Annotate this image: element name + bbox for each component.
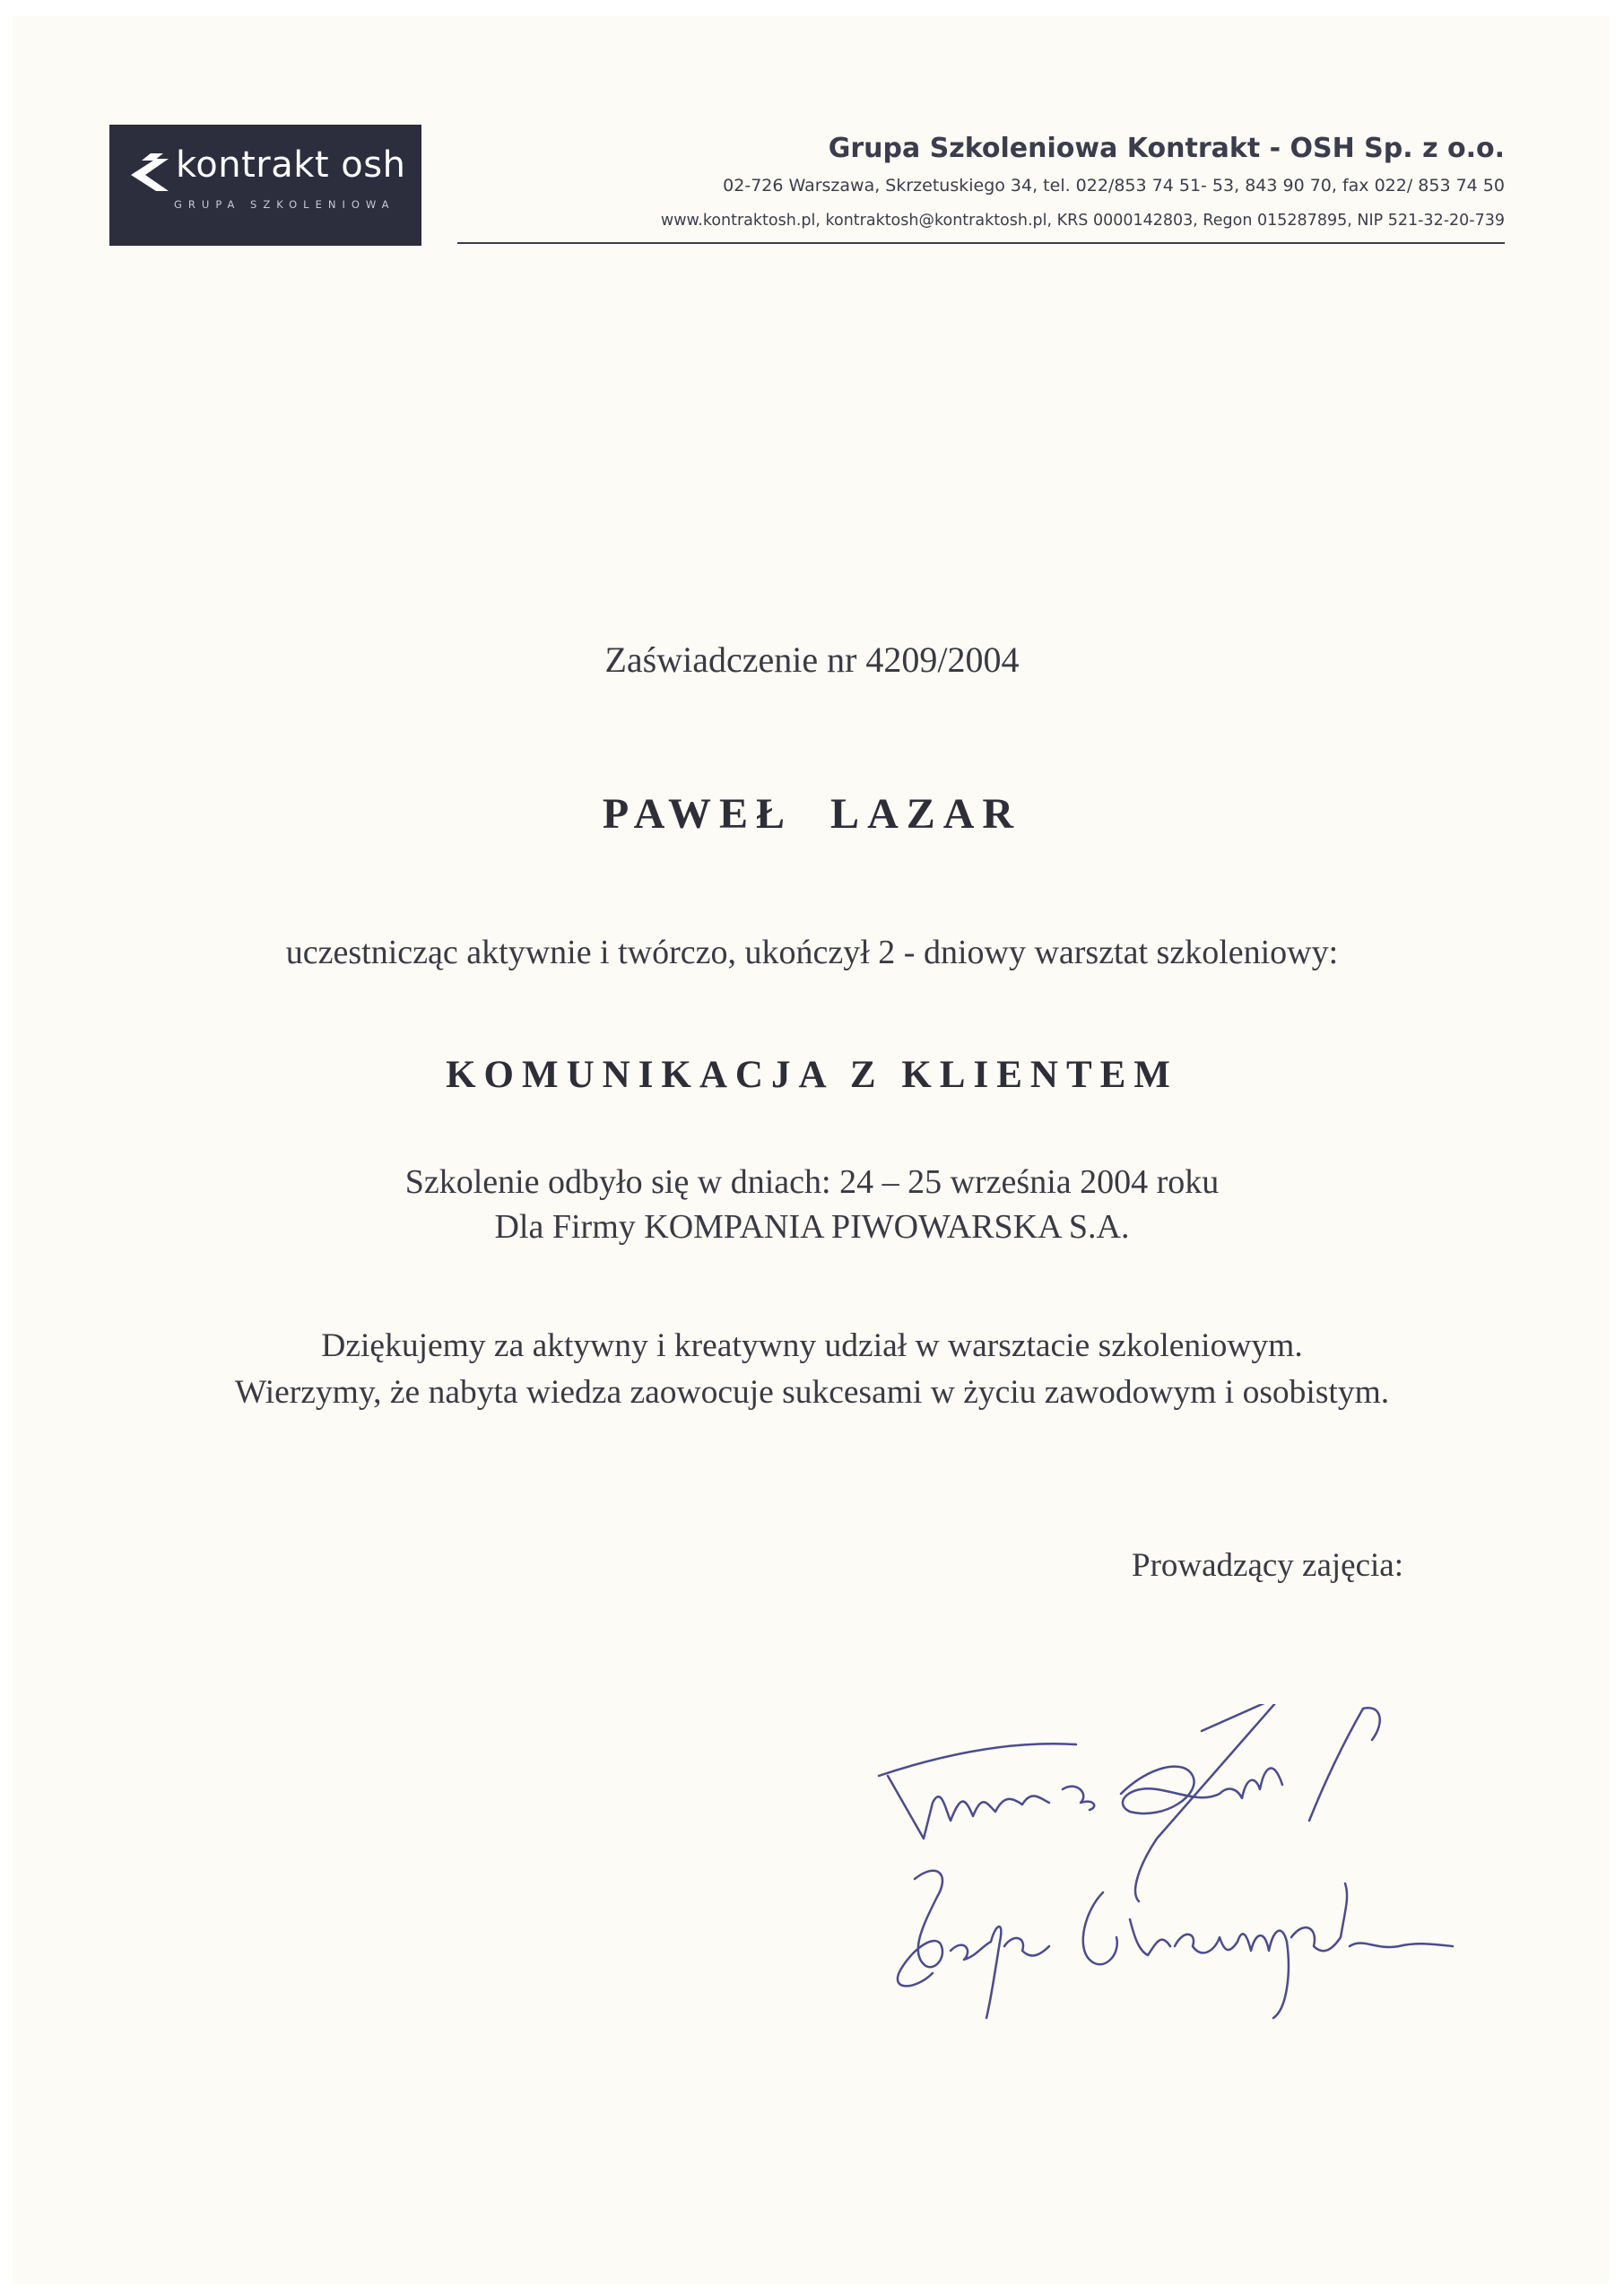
instructor-signatures (861, 1704, 1507, 2081)
thanks-line-2: Wierzymy, że nabyta wiedza zaowocuje sukcesami w życiu zawodowym i osobistym. (234, 1374, 1390, 1411)
certificate-number: Zaświadczenie nr 4209/2004 (604, 639, 1020, 680)
signature-2-stroke (1083, 1892, 1170, 1964)
signature-2-stroke (1004, 1938, 1049, 1956)
signature-1-stroke (1121, 1767, 1282, 1813)
thanks-paragraph (0, 1323, 1624, 1416)
thanks-line-1: Dziękujemy za aktywny i kreatywny udział w warsztacie szkoleniowym. (321, 1327, 1303, 1364)
company-address: 02-726 Warszawa, Skrzetuskiego 34, tel. 022/853 74 51- 53, 843 90 70, fax 022/ 853 74 50 (723, 176, 1505, 196)
training-details (0, 1160, 1624, 1249)
recipient-name: PAWEŁ LAZAR (602, 790, 1022, 838)
header-divider (457, 242, 1505, 244)
signature-2-stroke (951, 1926, 1001, 2018)
training-company-line: Dla Firmy KOMPANIA PIWOWARSKA S.A. (494, 1208, 1130, 1246)
company-name: Grupa Szkoleniowa Kontrakt - OSH Sp. z o.o. (828, 133, 1505, 164)
company-logo (109, 125, 421, 246)
signature-1-stroke (1309, 1708, 1380, 1821)
chevron-left-arrow-icon (129, 150, 174, 195)
signature-1-stroke (1063, 1787, 1094, 1810)
instructor-label: Prowadzący zajęcia: (1132, 1547, 1404, 1584)
signature-1-stroke (879, 1744, 1076, 1839)
logo-name: kontrakt osh (176, 144, 406, 186)
signature-2-stroke (1175, 1931, 1289, 2018)
company-registry: www.kontraktosh.pl, kontraktosh@kontraktosh.pl, KRS 0000142803, Regon 015287895, NIP 521-32-20-739 (660, 212, 1505, 230)
signature-2-stroke (1291, 1883, 1453, 1951)
signature-1-stroke (1135, 1704, 1282, 1901)
completion-statement: uczestnicząc aktywnie i twórczo, ukończył 2 - dniowy warsztat szkoleniowy: (285, 934, 1339, 971)
course-title: KOMUNIKACJA Z KLIENTEM (446, 1054, 1178, 1096)
training-date-line: Szkolenie odbyło się w dniach: 24 – 25 września 2004 roku (404, 1163, 1220, 1201)
logo-subtitle: GRUPA SZKOLENIOWA (174, 198, 395, 211)
company-info (661, 133, 1505, 233)
signature-2-stroke (898, 1871, 942, 1987)
